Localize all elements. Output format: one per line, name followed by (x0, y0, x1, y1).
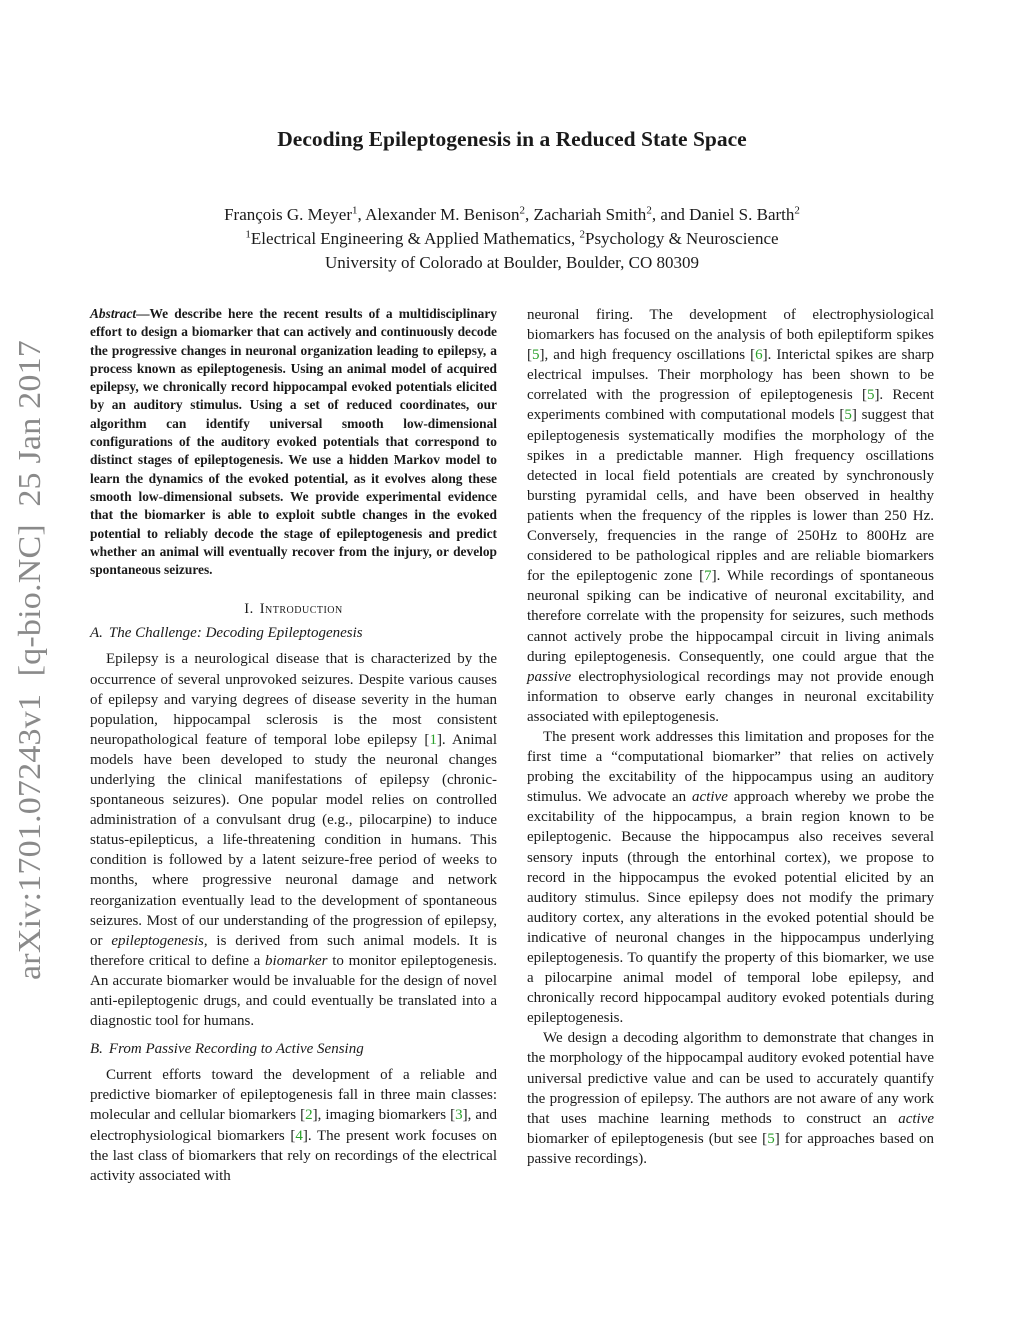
paragraph-passive-recording (90, 1065, 497, 1186)
citation-link[interactable]: 5 (866, 387, 875, 404)
citation-link[interactable]: 5 (844, 407, 852, 424)
text-run: ], and electrophysiological biomarkers [ (90, 1107, 497, 1144)
section-number: I. (244, 601, 254, 618)
left-column (90, 305, 497, 1186)
text-run: ]. Recent experiments combined with computational models [ (527, 387, 934, 424)
citation-link[interactable]: 3 (455, 1107, 463, 1124)
author-affiliation-mark: 2 (646, 204, 652, 217)
citation-link[interactable]: 6 (755, 347, 763, 364)
author-name: , Alexander M. Benison (357, 205, 520, 224)
text-run: ]. Animal models have been developed to study the neuronal changes underlying the clinical manifestations of epilepsy (chronic-spontaneous seizures). One popular model relies on controlled administration of a convulsant drug (e.g., pilocarpine) to induce status-epilepticus, a life-threatening condition in humans. This condition is followed by a latent seizure-free period of weeks to months, where progressive neuronal damage and network reorganization eventually lead to the development of spontaneous seizures. Most of our understanding of the progression of epilepsy, or (90, 731, 497, 949)
text-run: Epilepsy is a neurological disease that is characterized by the occurrence of several unprovoked seizures. Despite various causes of epilepsy and varying degrees of disease severity in the human population, hippocampal sclerosis is the most consistent neuropathological feature of temporal lobe epilepsy [ (90, 651, 497, 748)
citation-link[interactable]: 1 (429, 731, 437, 748)
emphasis: passive (527, 668, 572, 685)
citation-link[interactable]: 5 (532, 347, 540, 364)
text-run: ]. The present work focuses on the last class of biomarkers that rely on recordings of the electrical activity associated with (90, 1127, 497, 1184)
paragraph-computational-biomarker (527, 727, 934, 1028)
abstract-dash: — (136, 306, 150, 321)
text-run: The present work addresses this limitation and proposes for the first time a “computational biomarker” that relies on actively probing the excitability of the hippocampus using an auditory stimulus. We advocate an (527, 728, 934, 806)
text-run: ]. Interictal spikes are sharp electrical impulses. Their morphology has been shown to be correlated with the progression of epileptogenesis [ (527, 347, 934, 404)
abstract-text: We describe here the recent results of a multidisciplinary effort to design a biomarker that can actively and continuously decode the progressive changes in neuronal organization leading to epilepsy, a process known as epileptogenesis. Using an animal model of acquired epilepsy, we chronically record hippocampal evoked potentials elicited by an auditory stimulus. Using a set of reduced coordinates, our algorithm can identify universal smooth low-dimensional configurations of the auditory evoked potentials that correspond to distinct stages of epileptogenesis. We use a hidden Markov model to learn the dynamics of the evoked potential, as it evolves along these smooth low-dimensional subsets. We provide experimental evidence that the biomarker is able to exploit subtle changes in the evoked potential to reliably decode the stage of epileptogenesis and predict whether an animal will eventually recover from the injury, or develop spontaneous seizures. (90, 306, 497, 578)
citation-link[interactable]: 5 (767, 1130, 775, 1147)
author-name: , Zachariah Smith (524, 205, 647, 224)
subsection-heading-a (90, 623, 497, 643)
text-run: We design a decoding algorithm to demonstrate that changes in the morphology of the hippocampal auditory evoked potential have universal predictive value and can be used to accurately quantify the progression of epilepsy. The authors are not aware of any work that uses machine learning methods to construct an (527, 1030, 934, 1127)
emphasis: biomarker (265, 952, 328, 969)
paragraph-electrophysiology (527, 305, 934, 727)
text-run: biomarker of epileptogenesis (but see [ (527, 1130, 768, 1147)
paragraph-decoding-algorithm (527, 1028, 934, 1169)
author-block (0, 203, 1024, 275)
citation-link[interactable]: 4 (295, 1127, 303, 1144)
section-title: Introduction (259, 601, 343, 618)
text-run: ], and high frequency oscillations [ (539, 347, 756, 364)
affiliation-1: Electrical Engineering & Applied Mathematics, (250, 229, 580, 248)
paragraph-challenge (90, 649, 497, 1031)
author-affiliation-mark: 1 (352, 204, 358, 217)
author-affiliation-mark: 2 (794, 204, 800, 217)
emphasis: epileptogenesis (111, 932, 204, 949)
text-run: Current efforts toward the development of a reliable and predictive biomarker of epileptogenesis fall in three main classes: molecular and cellular biomarkers [ (90, 1067, 497, 1124)
subsection-letter: A. (90, 625, 103, 642)
author-name: François G. Meyer (224, 205, 353, 224)
abstract (90, 305, 497, 579)
subsection-title: From Passive Recording to Active Sensing (108, 1041, 364, 1058)
text-run: , is derived from such animal models. It is therefore critical to define a (90, 932, 498, 969)
emphasis: active (898, 1110, 934, 1127)
abstract-label: Abstract (90, 306, 137, 321)
text-run: ], imaging biomarkers [ (312, 1107, 456, 1124)
section-heading (90, 599, 497, 619)
text-run: neuronal firing. The development of electrophysiological biomarkers has focused on the analysis of both epileptiform spikes [ (527, 307, 934, 364)
university: University of Colorado at Boulder, Boulder, CO 80309 (324, 253, 699, 272)
text-run: approach whereby we probe the excitability of the hippocampus, a brain region known to be epileptogenic. Because the hippocampus also receives several sensory inputs (through the entorhinal cortex), we propose to record in the hippocampus the evoked potential elicited by an auditory stimulus. Since epilepsy does not modify the primary auditory cortex, any alterations in the evoked potential should be indicative of neuronal changes in the hippocampus underlying epileptogenesis. To quantify the property of this biomarker, we use a pilocarpine animal model of temporal lobe epilepsy, and chronically record hippocampal auditory evoked potentials during epileptogenesis. (527, 789, 934, 1027)
subsection-heading-b (90, 1039, 497, 1059)
affiliations (0, 227, 1024, 251)
text-run: ] for approaches based on passive recordings). (527, 1130, 934, 1167)
text-run: ] suggest that epileptogenesis systematically modifies the morphology of the spikes in a predictable manner. High frequency oscillations detected in local field potentials are created by synchronously bursting pyramidal cells, and have been observed in healthy patients when the frequency of the ripples is lower than 250 Hz. Conversely, frequencies in the range of 250Hz to 800Hz are considered to be pathological ripples and are reliable biomarkers for the epileptogenic zone [ (527, 407, 934, 585)
emphasis: active (692, 789, 728, 806)
right-column (527, 305, 934, 1169)
arxiv-identifier-svg (2, 340, 52, 980)
affiliation-2: Psychology & Neuroscience (584, 229, 779, 248)
arxiv-identifier-text: arXiv:1701.07243v1 [q-bio.NC] 25 Jan 2017 (11, 377, 47, 980)
affiliation-mark: 2 (579, 228, 585, 241)
author-affiliation-mark: 2 (519, 204, 525, 217)
subsection-title: The Challenge: Decoding Epileptogenesis (108, 625, 363, 642)
arxiv-identifier (2, 340, 52, 980)
paper-title: Decoding Epileptogenesis in a Reduced State Space (277, 127, 747, 151)
spacer (90, 1031, 497, 1039)
text-run: ]. While recordings of spontaneous neuronal spiking can be indicative of neuronal excitability, and therefore correlate with the propensity for seizures, such methods cannot actively probe the hippocampal circuit in living animals during epileptogenesis. Consequently, one could argue that the (527, 568, 934, 665)
subsection-letter: B. (90, 1041, 103, 1058)
citation-link[interactable]: 7 (704, 568, 712, 585)
author-name: , and Daniel S. Barth (651, 205, 795, 224)
author-list (0, 203, 1024, 227)
text-run: electrophysiological recordings may not provide enough information to observe early changes in neuronal excitability associated with epileptogenesis. (527, 668, 934, 725)
affiliation-mark: 1 (245, 228, 251, 241)
citation-link[interactable]: 2 (305, 1107, 313, 1124)
text-run: to monitor epileptogenesis. An accurate biomarker would be invaluable for the design of novel anti-epileptogenic drugs, and could eventually be translated into a diagnostic tool for humans. (90, 952, 497, 1030)
